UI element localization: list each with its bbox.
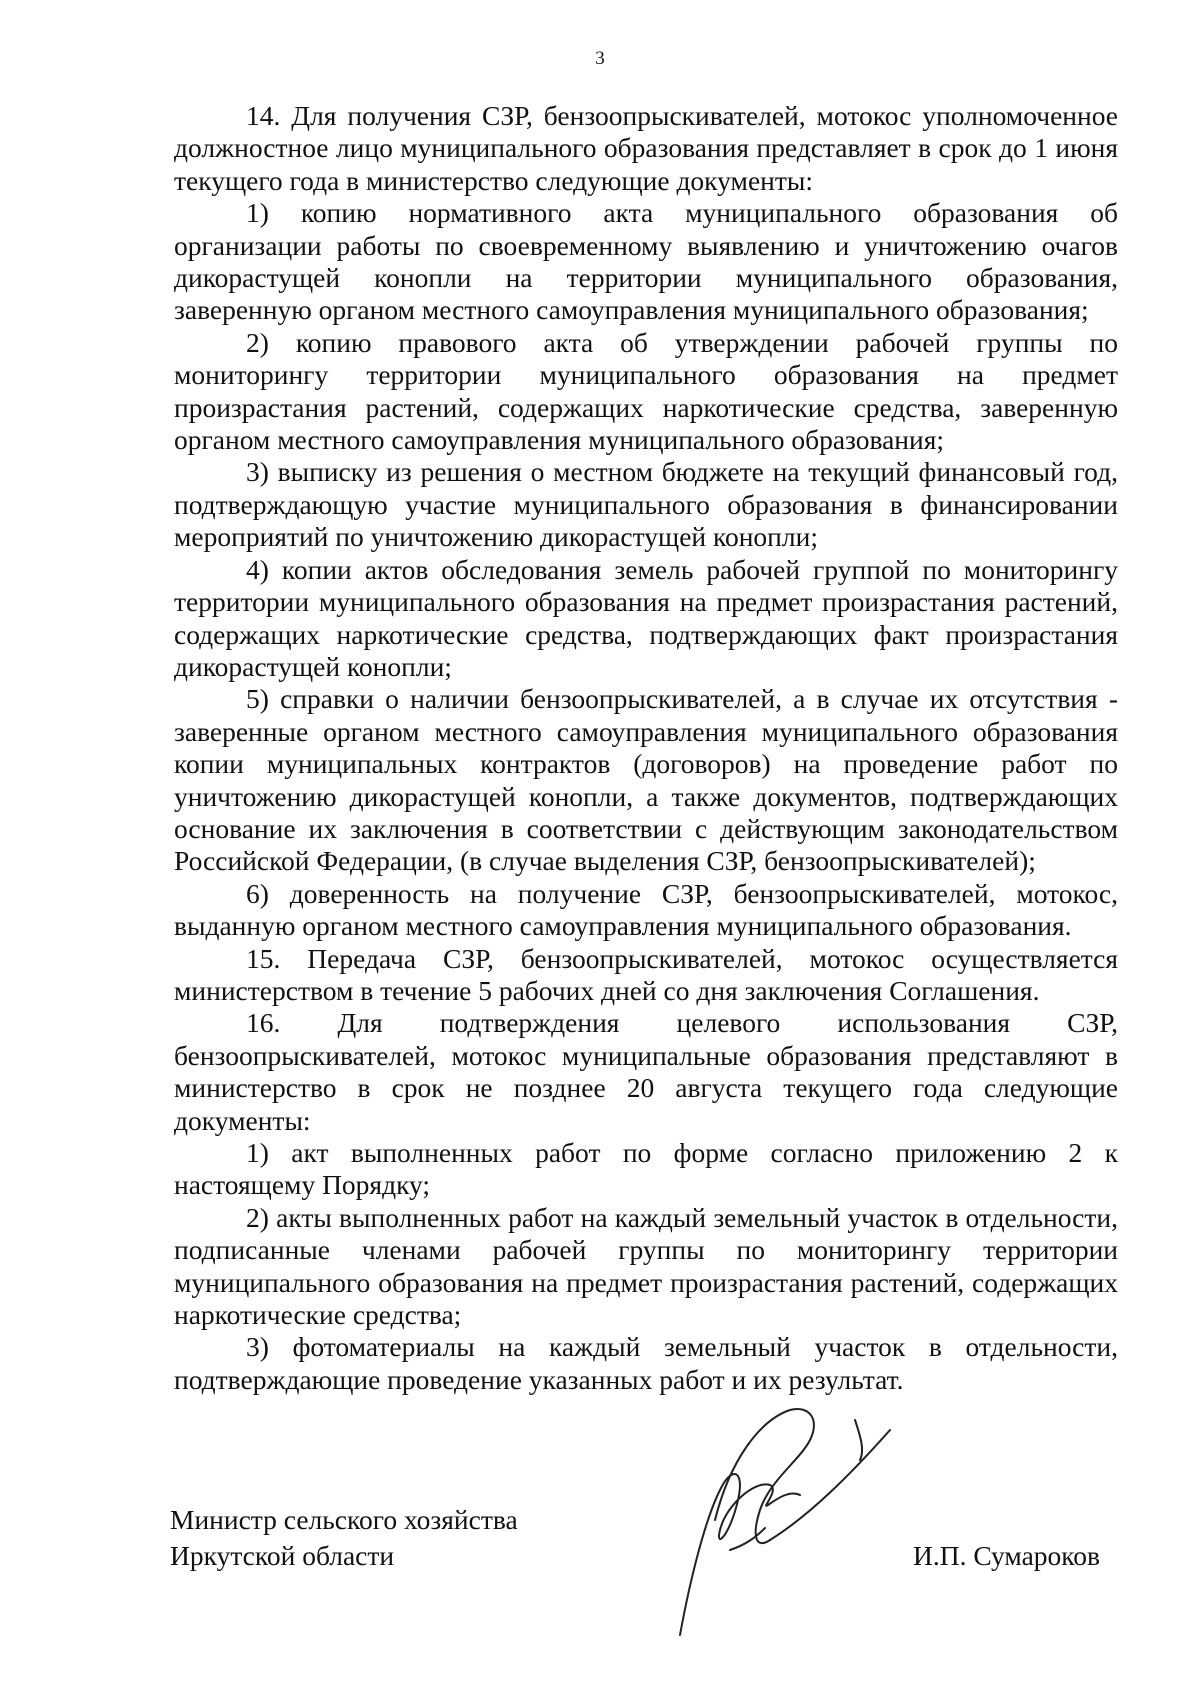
paragraph-14-item-5: 5) справки о наличии бензоопрыскивателей, а в случае их отсутствия - заверенные органом местного самоуправления муниципального образования копии муниципальных контрактов (договоров) на проведение работ по уничтожению дикорастущей конопли, а также документов, подтверждающих основание их заключения в соответствии с действующим законодательством Российской Федерации, (в случае выделения СЗР, бензоопрыскивателей); xyxy=(174,683,1118,877)
paragraph-14: 14. Для получения СЗР, бензоопрыскивателей, мотокос уполномоченное должностное лицо муниципального образования представляет в срок до 1 июня текущего года в министерство следующие документы: xyxy=(174,100,1118,196)
paragraph-15: 15. Передача СЗР, бензоопрыскивателей, мотокос осуществляется министерством в течение 5 рабочих дней со дня заключения Соглашения. xyxy=(174,942,1118,1006)
paragraph-16: 16. Для подтверждения целевого использования СЗР, бензоопрыскивателей, мотокос муниципальные образования представляют в министерство в срок не позднее 20 августа текущего года следующие документы: xyxy=(174,1007,1118,1136)
page-number: 3 xyxy=(595,48,605,69)
paragraph-16-item-3: 3) фотоматериалы на каждый земельный участок в отдельности, подтверждающие проведение указанных работ и их результат. xyxy=(174,1331,1118,1395)
signatory-position-line-2: Иркутской области xyxy=(170,1540,395,1571)
paragraph-14-item-3: 3) выписку из решения о местном бюджете на текущий финансовый год, подтверждающую участие муниципального образования в финансировании мероприятий по уничтожению дикорастущей конопли; xyxy=(174,456,1118,553)
paragraph-16-item-1: 1) акт выполненных работ по форме согласно приложению 2 к настоящему Порядку; xyxy=(174,1137,1118,1201)
paragraph-14-item-6: 6) доверенность на получение СЗР, бензоопрыскивателей, мотокос, выданную органом местного самоуправления муниципального образования. xyxy=(174,877,1118,942)
paragraph-16-item-2: 2) акты выполненных работ на каждый земельный участок в отдельности, подписанные членами рабочей группы по мониторингу территории муниципального образования на предмет произрастания растений, содержащих наркотические средства; xyxy=(174,1201,1118,1331)
signatory-position-line-1: Министр сельского хозяйства xyxy=(170,1504,518,1535)
document-body xyxy=(174,100,1118,1396)
paragraph-14-item-1: 1) копию нормативного акта муниципального образования об организации работы по своевременному выявлению и уничтожению очагов дикорастущей конопли на территории муниципального образования, заверенную органом местного самоуправления муниципального образования; xyxy=(174,197,1118,326)
signatory-name: И.П. Сумароков xyxy=(912,1540,1100,1571)
handwritten-signature-icon xyxy=(660,1400,920,1650)
signatory-position xyxy=(170,1502,518,1574)
paragraph-14-item-2: 2) копию правового акта об утверждении рабочей группы по мониторингу территории муниципального образования на предмет произрастания растений, содержащих наркотические средства, заверенную органом местного самоуправления муниципального образования; xyxy=(174,326,1118,456)
paragraph-14-item-4: 4) копии актов обследования земель рабочей группой по мониторингу территории муниципального образования на предмет произрастания растений, содержащих наркотические средства, подтверждающих факт произрастания дикорастущей конопли; xyxy=(174,553,1118,682)
